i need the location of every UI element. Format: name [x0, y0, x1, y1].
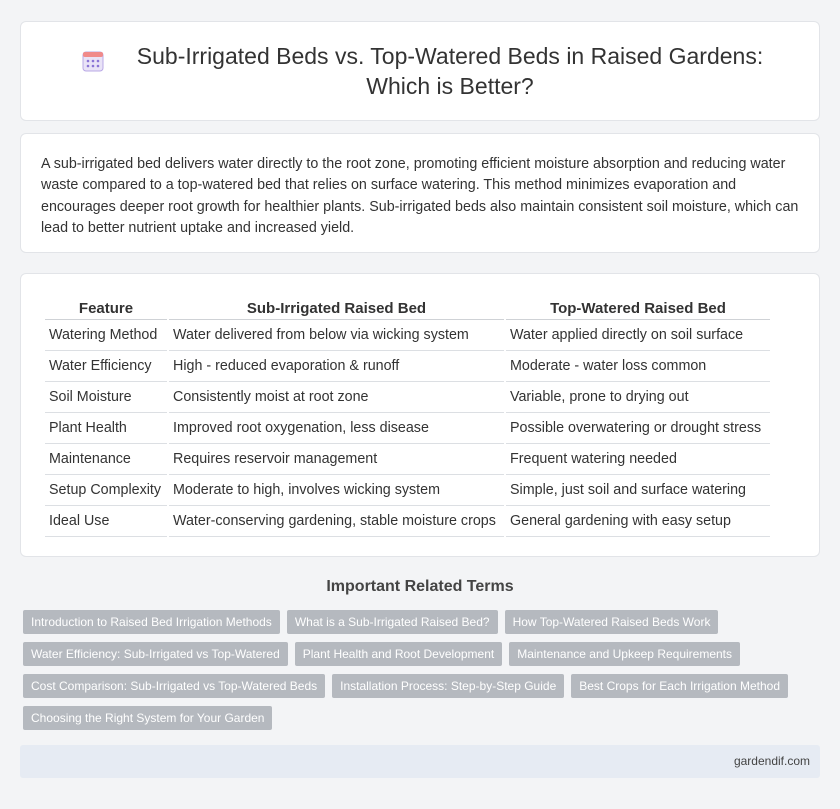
table-cell-feature: Setup Complexity [45, 475, 167, 506]
related-terms-heading: Important Related Terms [326, 578, 514, 595]
table-cell-sub-irrigated: Requires reservoir management [169, 444, 504, 475]
tag-row [23, 610, 813, 634]
tag-row [23, 642, 813, 666]
table-cell-feature: Water Efficiency [45, 351, 167, 382]
column-header-top-watered: Top-Watered Raised Bed [506, 294, 770, 320]
table-cell-feature: Maintenance [45, 444, 167, 475]
table-cell-top-watered: Simple, just soil and surface watering [506, 475, 770, 506]
tag-link[interactable]: Best Crops for Each Irrigation Method [571, 674, 788, 698]
table-cell-sub-irrigated: Improved root oxygenation, less disease [169, 413, 504, 444]
tag-link[interactable]: Introduction to Raised Bed Irrigation Methods [23, 610, 280, 634]
table-cell-top-watered: General gardening with easy setup [506, 506, 770, 537]
page-title: Sub-Irrigated Beds vs. Top-Watered Beds in Raised Gardens: Which is Better? [136, 43, 764, 99]
table-cell-top-watered: Moderate - water loss common [506, 351, 770, 382]
table-row [45, 320, 770, 351]
table-cell-top-watered: Frequent watering needed [506, 444, 770, 475]
tag-link[interactable]: Cost Comparison: Sub-Irrigated vs Top-Watered Beds [23, 674, 325, 698]
table-cell-top-watered: Variable, prone to drying out [506, 382, 770, 413]
table-cell-feature: Watering Method [45, 320, 167, 351]
intro-paragraph: A sub-irrigated bed delivers water directly to the root zone, promoting efficient moisture absorption and reducing water waste compared to a top-watered bed that relies on surface watering. This method minimizes evaporation and encourages deeper root growth for healthier plants. Sub-irrigated beds also maintain consistent soil moisture, which can lead to better nutrient uptake and increased yield. [41, 156, 799, 236]
column-header-sub-irrigated: Sub-Irrigated Raised Bed [169, 294, 504, 320]
tag-link[interactable]: Installation Process: Step-by-Step Guide [332, 674, 564, 698]
intro-card [20, 133, 820, 253]
tag-link[interactable]: What is a Sub-Irrigated Raised Bed? [287, 610, 498, 634]
table-row [45, 382, 770, 413]
table-row [45, 444, 770, 475]
table-cell-top-watered: Water applied directly on soil surface [506, 320, 770, 351]
table-cell-feature: Plant Health [45, 413, 167, 444]
related-terms-tags [23, 610, 813, 738]
table-row [45, 413, 770, 444]
table-cell-sub-irrigated: Water-conserving gardening, stable moisture crops [169, 506, 504, 537]
comparison-table [43, 294, 772, 537]
footer [20, 745, 820, 778]
footer-site-link[interactable]: gardendif.com [733, 754, 810, 768]
tag-link[interactable]: Maintenance and Upkeep Requirements [509, 642, 740, 666]
title-card [20, 21, 820, 121]
table-row [45, 351, 770, 382]
table-cell-feature: Ideal Use [45, 506, 167, 537]
table-cell-sub-irrigated: Consistently moist at root zone [169, 382, 504, 413]
table-header-row [45, 294, 770, 320]
column-header-feature: Feature [45, 294, 167, 320]
table-row [45, 475, 770, 506]
table-cell-sub-irrigated: Moderate to high, involves wicking system [169, 475, 504, 506]
tag-row [23, 706, 813, 730]
table-cell-top-watered: Possible overwatering or drought stress [506, 413, 770, 444]
table-row [45, 506, 770, 537]
table-cell-feature: Soil Moisture [45, 382, 167, 413]
tag-link[interactable]: How Top-Watered Raised Beds Work [505, 610, 719, 634]
table-cell-sub-irrigated: High - reduced evaporation & runoff [169, 351, 504, 382]
tag-link[interactable]: Water Efficiency: Sub-Irrigated vs Top-Watered [23, 642, 288, 666]
tag-link[interactable]: Plant Health and Root Development [295, 642, 502, 666]
tag-row [23, 674, 813, 698]
comparison-card [20, 273, 820, 557]
table-cell-sub-irrigated: Water delivered from below via wicking system [169, 320, 504, 351]
tag-link[interactable]: Choosing the Right System for Your Garden [23, 706, 272, 730]
